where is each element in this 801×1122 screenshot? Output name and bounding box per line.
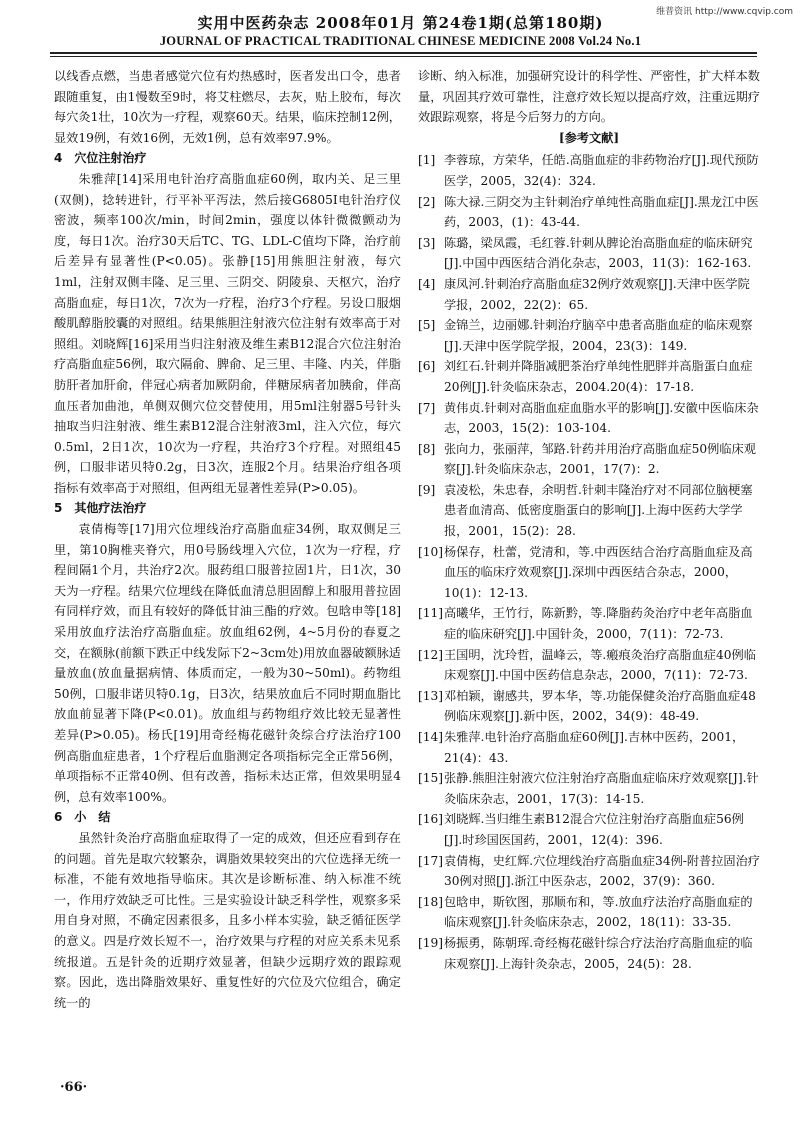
reference-item — [418, 851, 760, 892]
reference-number: [9] — [418, 482, 436, 497]
paragraph-summary-cont: 诊断、纳入标准，加强研究设计的科学性、严密性，扩大样本数量，巩固其疗效可靠性，注意疗效长短以提高疗效，注重远期疗效跟踪观察，将是今后努力的方向。 — [418, 69, 760, 125]
reference-item — [418, 645, 760, 686]
reference-text: 袁凌松，朱忠春，余明哲.针刺丰隆治疗对不同部位脑梗塞患者血清高、低密度脂蛋白的影响[J].上海中医药大学学报，2001，15(2)：28. — [444, 482, 753, 539]
reference-item — [418, 315, 760, 356]
reference-item — [418, 398, 760, 439]
journal-title-en: JOURNAL OF PRACTICAL TRADITIONAL CHINESE MEDICINE 2008 Vol.24 No.1 — [159, 34, 642, 48]
header-rule-thin — [50, 56, 757, 57]
reference-item — [418, 274, 760, 315]
section-heading-5: 5 其他疗法治疗 — [54, 501, 147, 516]
reference-number: [6] — [418, 359, 436, 374]
reference-number: [5] — [418, 318, 436, 333]
reference-number: [7] — [418, 400, 436, 415]
paragraph-summary: 虽然针灸治疗高脂血症取得了一定的成效，但还应看到存在的问题。首先是取穴较繁杂，调脂效果较突出的穴位选择无统一标准，不能有效地指导临床。其次是诊断标准、纳入标准不统一，作用疗效缺乏可比性。三是实验设计缺乏科学性，观察多采用自身对照，不确定因素很多，且多小样本实验，缺乏循征医学的意义。四是疗效长短不一，治疗效果与疗程的对应关系未见系统报道。五是针灸的近期疗效显著，但缺少远期疗效的跟踪观察。因此，选出降脂效果好、重复性好的穴位及穴位组合，确定统一的 — [54, 830, 401, 1010]
reference-number: [1] — [418, 153, 436, 168]
section-heading-6: 6 小 结 — [54, 810, 111, 825]
reference-number: [3] — [418, 235, 436, 250]
reference-text: 袁倩梅，史红辉.穴位埋线治疗高脂血症34例-附普拉固治疗30例对照[J].浙江中医杂志，2002，37(9)：360. — [444, 853, 760, 889]
reference-item — [418, 150, 760, 191]
reference-item — [418, 542, 760, 604]
reference-item — [418, 439, 760, 480]
reference-item — [418, 603, 760, 644]
watermark: 维普资讯 http://www.cqvip.com — [656, 7, 793, 17]
reference-item — [418, 892, 760, 933]
reference-number: [19] — [418, 935, 444, 950]
right-column — [418, 66, 760, 974]
reference-text: 杨振勇，陈朝珲.奇经梅花磁针综合疗法治疗高脂血症的临床观察[J].上海针灸杂志，2005，24(5)：28. — [444, 935, 753, 971]
section-heading-4: 4 穴位注射治疗 — [54, 151, 147, 166]
reference-item — [418, 192, 760, 233]
reference-number: [10] — [418, 544, 444, 559]
reference-item — [418, 768, 760, 809]
reference-text: 黄伟贞.针刺对高脂血症血脂水平的影响[J].安徽中医临床杂志，2003，15(2)：103-104. — [444, 400, 759, 436]
reference-text: 康凤河.针刺治疗高脂血症32例疗效观察[J].天津中医学院学报，2002，22(2)：65. — [444, 276, 750, 312]
reference-text: 张静.熊胆注射液穴位注射治疗高脂血症临床疗效观察[J].针灸临床杂志，2001，17(3)：14-15. — [444, 771, 759, 806]
reference-text: 陈璐，梁凤霞，毛红蓉.针刺从脾论治高脂血症的临床研究[J].中国中西医结合消化杂志，2003，11(3)：162-163. — [444, 235, 753, 271]
reference-number: [11] — [418, 606, 444, 621]
reference-list — [418, 150, 760, 974]
reference-item — [418, 356, 760, 397]
reference-text: 李蓉琼，方荣华，任皓.高脂血症的非药物治疗[J].现代预防医学，2005，32(4)：324. — [444, 153, 759, 188]
references-title: [参考文献] — [558, 130, 620, 145]
page-number: ·66· — [60, 1080, 88, 1095]
reference-number: [2] — [418, 194, 436, 209]
paragraph-other-therapies: 袁倩梅等[17]用穴位埋线治疗高脂血症34例，取双侧足三里，第10胸椎夹脊穴，用0号肠线埋入穴位，1次为一疗程，疗程间隔1个月，共治疗2次。服药组口服普拉固1片，日1次，30天为一疗程。结果穴位埋线在降低血清总胆固醇上和服用普拉固有同样疗效，而且有较好的降低甘油三酯的疗效。包晗申等[18]采用放血疗法治疗高脂血症。放血组62例，4~5月份的春夏之交，在额脉(前额下跌正中线发际下2~3cm处)用放血器破额脉适量放血(放血量据病情、体质而定，一般为30~50ml)。药物组50例，口服非诺贝特0.1g，日3次，结果放血后不同时期血脂比放血前显著下降(P<0.01)。放血组与药物组疗效比较无显著性差异(P>0.05)。杨氏[19]用奇经梅花磁针灸综合疗法治疗100例高脂血症患者，1个疗程后血脂测定各项指标完全正常56例，单项指标不正常40例、但有改善，指标未达正常，但效果明显4例，总有效率100%。 — [54, 522, 401, 804]
reference-text: 刘晓辉.当归维生素B12混合穴位注射治疗高脂血症56例[J].时珍国医国药，2001，12(4)：396. — [444, 812, 744, 847]
reference-text: 陈大禄.三阴交为主针刺治疗单纯性高脂血症[J].黑龙江中医药，2003，(1)：43-44. — [444, 194, 759, 230]
reference-text: 杨保存，杜蕾，党清和，等.中西医结合治疗高脂血症及高血压的临床疗效观察[J].深圳中西医结合杂志，2000，10(1)：12-13. — [444, 544, 753, 600]
reference-number: [4] — [418, 276, 436, 291]
reference-item — [418, 727, 760, 768]
reference-text: 刘红石.针刺并降脂减肥茶治疗单纯性肥胖并高脂蛋白血症20例[J].针灸临床杂志，2004.20(4)：17-18. — [444, 359, 753, 394]
reference-text: 包晗申，斯钦图，那顺布和，等.放血疗法治疗高脂血症的临床观察[J].针灸临床杂志，2002，18(11)：33-35. — [444, 894, 753, 930]
reference-text: 张向力，张丽萍，邹路.针药并用治疗高脂血症50例临床观察[J].针灸临床杂志，2001，17(7)：2. — [444, 441, 756, 477]
reference-text: 王国明，沈玲哲，温峰云，等.瘢痕灸治疗高脂血症40例临床观察[J].中国中医药信息杂志，2000，7(11)：72-73. — [444, 647, 756, 683]
journal-header — [0, 12, 801, 49]
paragraph-moxibustion-end: 以线香点燃，当患者感觉穴位有灼热感时，医者发出口令，患者跟随重复，由1慢数至9时，将艾柱燃尽，去灰，贴上胶布，每次每穴灸1壮，10次为一疗程，观察60天。结果，临床控制12例，显效19例，有效16例，无效1例，总有效率97.9%。 — [54, 69, 401, 145]
reference-number: [8] — [418, 441, 436, 456]
reference-item — [418, 233, 760, 274]
reference-text: 高曦华，王竹行，陈新黔，等.降脂药灸治疗中老年高脂血症的临床研究[J].中国针灸，2000，7(11)：72-73. — [444, 606, 753, 642]
paragraph-acupoint-injection: 朱雅萍[14]采用电针治疗高脂血症60例，取内关、足三里(双侧)，捻转进针，行平补平泻法，然后接G6805I电针治疗仪密波，频率100次/min，时间2min，强度以体针微微颤动为度，每日1次。治疗30天后TC、TG、LDL-C值均下降，治疗前后差异有显著性(P<0.05)。张静[15]用熊胆注射液，每穴1ml，注射双侧丰隆、足三里、三阴交、阴陵泉、天枢穴，治疗高脂血症，每日1次，7次为一疗程，治疗3个疗程。另设口服烟酸肌醇脂胶囊的对照组。结果熊胆注射液穴位注射有效率高于对照组。刘晓辉[16]采用当归注射液及维生素B12混合穴位注射治疗高脂血症56例，取穴隔俞、脾俞、足三里、丰隆、内关，伴脂肪肝者加肝俞，伴冠心病者加厥阴俞，伴糖尿病者加胰俞，伴高血压者加曲池，单侧双侧穴位交替使用，用5ml注射器5号针头抽取当归注射液、维生素B12混合注射液3ml，注入穴位，每穴0.5ml，2日1次，10次为一疗程，共治疗3个疗程。对照组45例，口服非诺贝特0.2g，日3次，连服2个月。结果治疗组各项指标有效率高于对照组，但两组无显著性差异(P>0.05)。 — [54, 171, 401, 495]
reference-text: 邓柏颖，谢感共，罗本华，等.功能保健灸治疗高脂血症48例临床观察[J].新中医，2002，34(9)：48-49. — [444, 688, 756, 724]
reference-number: [15] — [418, 771, 444, 786]
reference-text: 金锦兰，边丽娜.针刺治疗脑卒中患者高脂血症的临床观察[J].天津中医学院学报，2004，23(3)：149. — [444, 318, 753, 353]
reference-number: [17] — [418, 853, 444, 868]
reference-item — [418, 686, 760, 727]
reference-text: 朱雅萍.电针治疗高脂血症60例[J].吉林中医药，2001，21(4)：43. — [444, 730, 745, 765]
reference-number: [18] — [418, 894, 444, 909]
reference-number: [16] — [418, 812, 444, 827]
reference-item — [418, 809, 760, 850]
left-column — [54, 66, 401, 1013]
header-rule-thick — [50, 52, 757, 54]
reference-item — [418, 480, 760, 542]
reference-number: [12] — [418, 647, 444, 662]
journal-title-cn: 实用中医药杂志 2008年01月 第24卷1期(总第180期) — [197, 14, 604, 32]
reference-number: [14] — [418, 730, 444, 744]
reference-number: [13] — [418, 688, 444, 703]
reference-item — [418, 933, 760, 974]
